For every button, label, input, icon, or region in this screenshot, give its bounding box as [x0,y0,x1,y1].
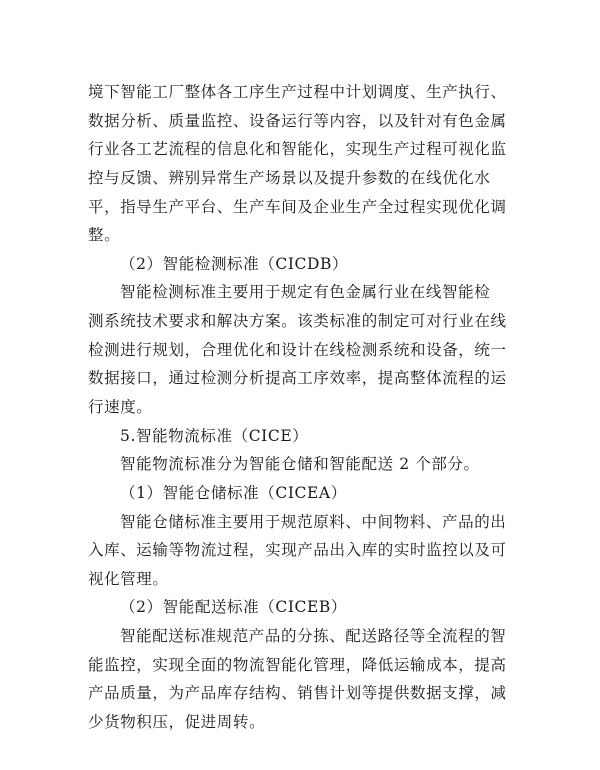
section-heading: （2）智能配送标准（CICEB） [120,598,348,616]
paragraph-line: 整。 [88,226,121,244]
paragraph-line: 行速度。 [88,398,153,416]
paragraph-line: 入库、运输等物流过程，实现产品出入库的实时监控以及可 [88,541,507,559]
paragraph-line: 平，指导生产平台、生产车间及企业生产全过程实现优化调 [88,198,507,216]
paragraph-line: 少货物积压，促进周转。 [88,713,266,731]
section-heading: 5.智能物流标准（CICE） [120,427,309,445]
section-heading: （2）智能检测标准（CICDB） [120,255,349,273]
paragraph-line: 控与反馈、辨别异常生产场景以及提升参数的在线优化水 [88,169,491,187]
paragraph-line: 数据分析、质量监控、设备运行等内容，以及针对有色金属 [88,112,507,130]
paragraph-line: 测系统技术要求和解决方案。该类标准的制定可对行业在线 [88,312,507,330]
paragraph-line: 数据接口，通过检测分析提高工序效率，提高整体流程的运 [88,369,507,387]
paragraph-line: 智能检测标准主要用于规定有色金属行业在线智能检 [120,283,491,301]
paragraph-line: 智能配送标准规范产品的分拣、配送路径等全流程的智 [120,627,507,645]
section-heading: （1）智能仓储标准（CICEA） [120,484,347,502]
paragraph-line: 产品质量，为产品库存结构、销售计划等提供数据支撑，减 [88,684,507,702]
paragraph-line: 检测进行规划，合理优化和设计在线检测系统和设备，统一 [88,341,507,359]
paragraph-line: 行业各工艺流程的信息化和智能化，实现生产过程可视化监 [88,140,507,158]
paragraph-line: 视化管理。 [88,570,169,588]
paragraph-line: 智能物流标准分为智能仓储和智能配送 2 个部分。 [120,455,480,473]
paragraph-line: 境下智能工厂整体各工序生产过程中计划调度、生产执行、 [88,83,507,101]
paragraph-line: 智能仓储标准主要用于规范原料、中间物料、产品的出 [120,513,507,531]
paragraph-line: 能监控，实现全面的物流智能化管理，降低运输成本，提高 [88,656,507,674]
